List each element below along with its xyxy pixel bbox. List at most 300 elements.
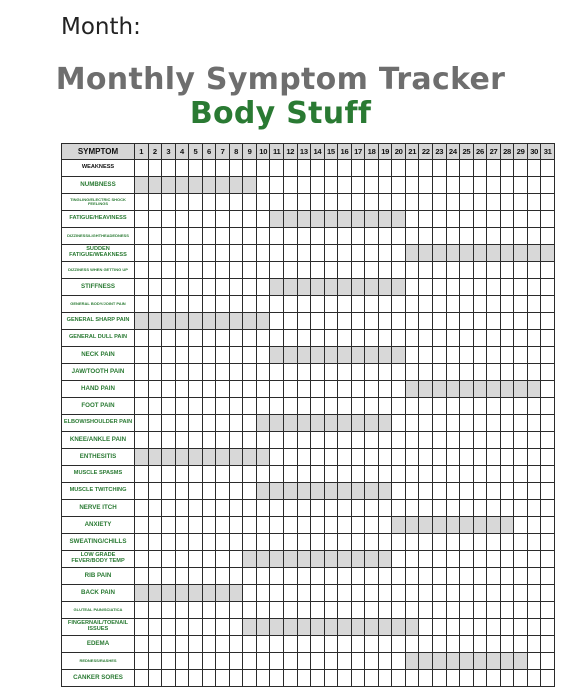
day-cell[interactable] [284, 194, 298, 211]
day-cell[interactable] [135, 296, 149, 313]
day-cell[interactable] [324, 415, 338, 432]
day-cell[interactable] [365, 670, 379, 687]
day-cell[interactable] [162, 296, 176, 313]
day-cell[interactable] [270, 636, 284, 653]
day-cell[interactable] [378, 483, 392, 500]
day-cell[interactable] [175, 415, 189, 432]
day-cell[interactable] [216, 517, 230, 534]
day-cell[interactable] [378, 466, 392, 483]
day-cell[interactable] [229, 364, 243, 381]
day-cell[interactable] [148, 534, 162, 551]
day-cell[interactable] [378, 415, 392, 432]
day-cell[interactable] [202, 432, 216, 449]
day-cell[interactable] [148, 500, 162, 517]
day-cell[interactable] [460, 517, 474, 534]
day-cell[interactable] [162, 330, 176, 347]
day-cell[interactable] [229, 483, 243, 500]
day-cell[interactable] [500, 415, 514, 432]
day-cell[interactable] [365, 619, 379, 636]
day-cell[interactable] [189, 211, 203, 228]
day-cell[interactable] [229, 330, 243, 347]
day-cell[interactable] [311, 568, 325, 585]
day-cell[interactable] [541, 568, 555, 585]
day-cell[interactable] [405, 602, 419, 619]
day-cell[interactable] [162, 551, 176, 568]
day-cell[interactable] [216, 177, 230, 194]
day-cell[interactable] [419, 245, 433, 262]
day-cell[interactable] [392, 653, 406, 670]
day-cell[interactable] [256, 228, 270, 245]
day-cell[interactable] [392, 619, 406, 636]
day-cell[interactable] [284, 381, 298, 398]
day-cell[interactable] [433, 160, 447, 177]
day-cell[interactable] [405, 279, 419, 296]
day-cell[interactable] [202, 466, 216, 483]
day-cell[interactable] [460, 636, 474, 653]
day-cell[interactable] [189, 398, 203, 415]
day-cell[interactable] [324, 398, 338, 415]
day-cell[interactable] [446, 279, 460, 296]
day-cell[interactable] [392, 228, 406, 245]
day-cell[interactable] [297, 313, 311, 330]
day-cell[interactable] [473, 653, 487, 670]
day-cell[interactable] [256, 585, 270, 602]
day-cell[interactable] [229, 585, 243, 602]
day-cell[interactable] [365, 398, 379, 415]
day-cell[interactable] [324, 619, 338, 636]
day-cell[interactable] [514, 568, 528, 585]
day-cell[interactable] [297, 279, 311, 296]
day-cell[interactable] [297, 449, 311, 466]
day-cell[interactable] [460, 279, 474, 296]
day-cell[interactable] [311, 160, 325, 177]
day-cell[interactable] [189, 347, 203, 364]
day-cell[interactable] [500, 653, 514, 670]
day-cell[interactable] [148, 670, 162, 687]
day-cell[interactable] [297, 432, 311, 449]
day-cell[interactable] [229, 534, 243, 551]
day-cell[interactable] [324, 228, 338, 245]
day-cell[interactable] [446, 517, 460, 534]
day-cell[interactable] [405, 177, 419, 194]
day-cell[interactable] [162, 177, 176, 194]
day-cell[interactable] [311, 432, 325, 449]
day-cell[interactable] [162, 619, 176, 636]
day-cell[interactable] [487, 330, 501, 347]
day-cell[interactable] [446, 534, 460, 551]
day-cell[interactable] [216, 211, 230, 228]
day-cell[interactable] [433, 313, 447, 330]
day-cell[interactable] [162, 432, 176, 449]
day-cell[interactable] [202, 483, 216, 500]
day-cell[interactable] [446, 432, 460, 449]
day-cell[interactable] [541, 466, 555, 483]
day-cell[interactable] [311, 636, 325, 653]
day-cell[interactable] [351, 619, 365, 636]
day-cell[interactable] [433, 398, 447, 415]
day-cell[interactable] [135, 194, 149, 211]
day-cell[interactable] [365, 534, 379, 551]
day-cell[interactable] [351, 483, 365, 500]
day-cell[interactable] [324, 160, 338, 177]
day-cell[interactable] [500, 160, 514, 177]
day-cell[interactable] [243, 483, 257, 500]
day-cell[interactable] [284, 602, 298, 619]
day-cell[interactable] [175, 398, 189, 415]
day-cell[interactable] [378, 500, 392, 517]
day-cell[interactable] [514, 534, 528, 551]
day-cell[interactable] [297, 211, 311, 228]
day-cell[interactable] [433, 449, 447, 466]
day-cell[interactable] [324, 483, 338, 500]
day-cell[interactable] [311, 177, 325, 194]
day-cell[interactable] [216, 415, 230, 432]
day-cell[interactable] [338, 585, 352, 602]
day-cell[interactable] [148, 585, 162, 602]
day-cell[interactable] [324, 194, 338, 211]
day-cell[interactable] [243, 364, 257, 381]
day-cell[interactable] [148, 364, 162, 381]
day-cell[interactable] [338, 262, 352, 279]
day-cell[interactable] [351, 653, 365, 670]
day-cell[interactable] [189, 466, 203, 483]
day-cell[interactable] [365, 245, 379, 262]
day-cell[interactable] [514, 262, 528, 279]
day-cell[interactable] [324, 568, 338, 585]
day-cell[interactable] [433, 228, 447, 245]
day-cell[interactable] [162, 415, 176, 432]
day-cell[interactable] [148, 279, 162, 296]
day-cell[interactable] [527, 245, 541, 262]
day-cell[interactable] [148, 551, 162, 568]
day-cell[interactable] [514, 245, 528, 262]
day-cell[interactable] [270, 245, 284, 262]
day-cell[interactable] [297, 670, 311, 687]
day-cell[interactable] [202, 381, 216, 398]
day-cell[interactable] [527, 228, 541, 245]
day-cell[interactable] [216, 432, 230, 449]
day-cell[interactable] [135, 585, 149, 602]
day-cell[interactable] [433, 585, 447, 602]
day-cell[interactable] [311, 466, 325, 483]
day-cell[interactable] [256, 330, 270, 347]
day-cell[interactable] [243, 517, 257, 534]
day-cell[interactable] [256, 602, 270, 619]
day-cell[interactable] [446, 296, 460, 313]
day-cell[interactable] [338, 619, 352, 636]
day-cell[interactable] [392, 432, 406, 449]
day-cell[interactable] [541, 194, 555, 211]
day-cell[interactable] [514, 449, 528, 466]
day-cell[interactable] [446, 364, 460, 381]
day-cell[interactable] [405, 381, 419, 398]
day-cell[interactable] [324, 551, 338, 568]
day-cell[interactable] [500, 313, 514, 330]
day-cell[interactable] [378, 245, 392, 262]
day-cell[interactable] [216, 398, 230, 415]
day-cell[interactable] [256, 313, 270, 330]
day-cell[interactable] [527, 313, 541, 330]
day-cell[interactable] [487, 517, 501, 534]
day-cell[interactable] [527, 160, 541, 177]
day-cell[interactable] [256, 517, 270, 534]
day-cell[interactable] [270, 398, 284, 415]
day-cell[interactable] [527, 177, 541, 194]
day-cell[interactable] [405, 398, 419, 415]
day-cell[interactable] [256, 432, 270, 449]
day-cell[interactable] [311, 585, 325, 602]
day-cell[interactable] [148, 194, 162, 211]
day-cell[interactable] [270, 619, 284, 636]
day-cell[interactable] [162, 585, 176, 602]
day-cell[interactable] [243, 602, 257, 619]
day-cell[interactable] [365, 211, 379, 228]
day-cell[interactable] [527, 568, 541, 585]
day-cell[interactable] [365, 296, 379, 313]
day-cell[interactable] [189, 177, 203, 194]
day-cell[interactable] [419, 415, 433, 432]
day-cell[interactable] [487, 364, 501, 381]
day-cell[interactable] [284, 534, 298, 551]
day-cell[interactable] [392, 551, 406, 568]
day-cell[interactable] [446, 585, 460, 602]
day-cell[interactable] [541, 551, 555, 568]
day-cell[interactable] [338, 364, 352, 381]
day-cell[interactable] [135, 568, 149, 585]
day-cell[interactable] [324, 602, 338, 619]
day-cell[interactable] [256, 194, 270, 211]
day-cell[interactable] [405, 517, 419, 534]
day-cell[interactable] [175, 585, 189, 602]
day-cell[interactable] [405, 432, 419, 449]
day-cell[interactable] [284, 517, 298, 534]
day-cell[interactable] [392, 568, 406, 585]
day-cell[interactable] [487, 228, 501, 245]
day-cell[interactable] [297, 296, 311, 313]
day-cell[interactable] [351, 636, 365, 653]
day-cell[interactable] [202, 517, 216, 534]
day-cell[interactable] [270, 381, 284, 398]
day-cell[interactable] [243, 636, 257, 653]
day-cell[interactable] [297, 177, 311, 194]
day-cell[interactable] [487, 585, 501, 602]
day-cell[interactable] [148, 398, 162, 415]
day-cell[interactable] [541, 500, 555, 517]
day-cell[interactable] [392, 245, 406, 262]
day-cell[interactable] [541, 211, 555, 228]
day-cell[interactable] [365, 483, 379, 500]
day-cell[interactable] [446, 330, 460, 347]
day-cell[interactable] [378, 602, 392, 619]
day-cell[interactable] [419, 228, 433, 245]
day-cell[interactable] [392, 636, 406, 653]
day-cell[interactable] [527, 636, 541, 653]
day-cell[interactable] [487, 670, 501, 687]
day-cell[interactable] [229, 415, 243, 432]
day-cell[interactable] [514, 296, 528, 313]
day-cell[interactable] [324, 517, 338, 534]
day-cell[interactable] [473, 245, 487, 262]
day-cell[interactable] [514, 398, 528, 415]
day-cell[interactable] [311, 449, 325, 466]
day-cell[interactable] [351, 398, 365, 415]
day-cell[interactable] [284, 347, 298, 364]
day-cell[interactable] [446, 449, 460, 466]
day-cell[interactable] [473, 568, 487, 585]
day-cell[interactable] [378, 228, 392, 245]
day-cell[interactable] [541, 228, 555, 245]
day-cell[interactable] [392, 279, 406, 296]
day-cell[interactable] [243, 534, 257, 551]
day-cell[interactable] [378, 160, 392, 177]
day-cell[interactable] [256, 483, 270, 500]
day-cell[interactable] [514, 279, 528, 296]
day-cell[interactable] [135, 279, 149, 296]
day-cell[interactable] [460, 347, 474, 364]
day-cell[interactable] [527, 398, 541, 415]
day-cell[interactable] [229, 466, 243, 483]
day-cell[interactable] [189, 585, 203, 602]
day-cell[interactable] [162, 653, 176, 670]
day-cell[interactable] [162, 500, 176, 517]
day-cell[interactable] [229, 602, 243, 619]
day-cell[interactable] [229, 262, 243, 279]
day-cell[interactable] [270, 228, 284, 245]
day-cell[interactable] [189, 602, 203, 619]
day-cell[interactable] [446, 160, 460, 177]
day-cell[interactable] [527, 500, 541, 517]
day-cell[interactable] [256, 534, 270, 551]
day-cell[interactable] [433, 347, 447, 364]
day-cell[interactable] [284, 500, 298, 517]
day-cell[interactable] [514, 636, 528, 653]
day-cell[interactable] [284, 551, 298, 568]
day-cell[interactable] [405, 194, 419, 211]
day-cell[interactable] [243, 330, 257, 347]
day-cell[interactable] [541, 670, 555, 687]
day-cell[interactable] [189, 313, 203, 330]
day-cell[interactable] [419, 585, 433, 602]
day-cell[interactable] [460, 670, 474, 687]
day-cell[interactable] [433, 415, 447, 432]
day-cell[interactable] [365, 432, 379, 449]
day-cell[interactable] [446, 313, 460, 330]
day-cell[interactable] [148, 653, 162, 670]
day-cell[interactable] [162, 364, 176, 381]
day-cell[interactable] [365, 449, 379, 466]
day-cell[interactable] [297, 653, 311, 670]
day-cell[interactable] [338, 313, 352, 330]
day-cell[interactable] [202, 228, 216, 245]
day-cell[interactable] [514, 585, 528, 602]
day-cell[interactable] [284, 160, 298, 177]
day-cell[interactable] [473, 551, 487, 568]
day-cell[interactable] [500, 551, 514, 568]
day-cell[interactable] [202, 194, 216, 211]
day-cell[interactable] [378, 653, 392, 670]
day-cell[interactable] [487, 211, 501, 228]
day-cell[interactable] [229, 636, 243, 653]
day-cell[interactable] [175, 619, 189, 636]
day-cell[interactable] [297, 619, 311, 636]
day-cell[interactable] [175, 330, 189, 347]
day-cell[interactable] [324, 330, 338, 347]
day-cell[interactable] [433, 211, 447, 228]
day-cell[interactable] [514, 483, 528, 500]
day-cell[interactable] [256, 398, 270, 415]
day-cell[interactable] [243, 228, 257, 245]
day-cell[interactable] [433, 670, 447, 687]
day-cell[interactable] [135, 483, 149, 500]
day-cell[interactable] [351, 228, 365, 245]
day-cell[interactable] [189, 381, 203, 398]
day-cell[interactable] [202, 500, 216, 517]
day-cell[interactable] [162, 194, 176, 211]
day-cell[interactable] [243, 313, 257, 330]
day-cell[interactable] [270, 449, 284, 466]
day-cell[interactable] [405, 551, 419, 568]
day-cell[interactable] [419, 466, 433, 483]
day-cell[interactable] [433, 534, 447, 551]
day-cell[interactable] [189, 415, 203, 432]
day-cell[interactable] [243, 381, 257, 398]
day-cell[interactable] [243, 432, 257, 449]
day-cell[interactable] [243, 245, 257, 262]
day-cell[interactable] [500, 347, 514, 364]
day-cell[interactable] [338, 670, 352, 687]
day-cell[interactable] [284, 670, 298, 687]
day-cell[interactable] [135, 551, 149, 568]
day-cell[interactable] [378, 194, 392, 211]
day-cell[interactable] [433, 262, 447, 279]
day-cell[interactable] [216, 194, 230, 211]
day-cell[interactable] [297, 585, 311, 602]
day-cell[interactable] [338, 500, 352, 517]
day-cell[interactable] [378, 585, 392, 602]
day-cell[interactable] [473, 636, 487, 653]
day-cell[interactable] [338, 466, 352, 483]
day-cell[interactable] [473, 347, 487, 364]
day-cell[interactable] [433, 194, 447, 211]
day-cell[interactable] [311, 228, 325, 245]
day-cell[interactable] [324, 653, 338, 670]
day-cell[interactable] [162, 398, 176, 415]
day-cell[interactable] [405, 415, 419, 432]
day-cell[interactable] [419, 262, 433, 279]
day-cell[interactable] [135, 398, 149, 415]
day-cell[interactable] [338, 228, 352, 245]
day-cell[interactable] [243, 262, 257, 279]
day-cell[interactable] [541, 330, 555, 347]
day-cell[interactable] [243, 585, 257, 602]
day-cell[interactable] [446, 551, 460, 568]
day-cell[interactable] [216, 330, 230, 347]
day-cell[interactable] [541, 160, 555, 177]
day-cell[interactable] [148, 432, 162, 449]
day-cell[interactable] [527, 432, 541, 449]
day-cell[interactable] [527, 296, 541, 313]
day-cell[interactable] [243, 568, 257, 585]
day-cell[interactable] [175, 364, 189, 381]
day-cell[interactable] [148, 262, 162, 279]
day-cell[interactable] [256, 568, 270, 585]
day-cell[interactable] [270, 415, 284, 432]
day-cell[interactable] [514, 381, 528, 398]
day-cell[interactable] [284, 296, 298, 313]
day-cell[interactable] [324, 636, 338, 653]
day-cell[interactable] [324, 245, 338, 262]
day-cell[interactable] [229, 211, 243, 228]
